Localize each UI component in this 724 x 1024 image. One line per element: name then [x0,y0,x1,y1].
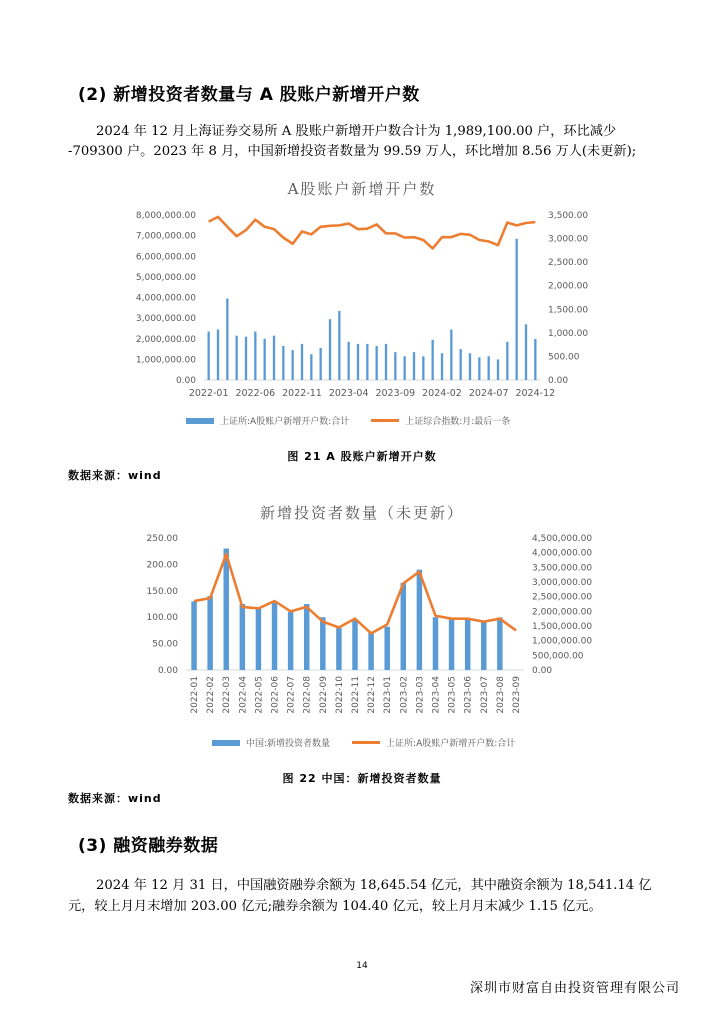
bar [226,299,228,380]
y-left-tick-label: 3,000,000.00 [135,314,196,325]
bar [497,617,502,670]
chart-2-legend-bar-label: 中国:新增投资者数量 [246,739,331,749]
bar [449,619,454,670]
y-right-tick-label: 500,000.00 [532,651,584,662]
bar [292,350,294,380]
x-tick-label: 2022-09 [318,676,329,714]
x-tick-label: 2022-05 [254,676,265,714]
bar [207,596,212,670]
bar [413,352,415,380]
x-tick-label: 2022-01 [188,388,229,399]
bar [404,356,406,380]
section-2-paragraph-line-2: -709300 户。2023 年 8 月，中国新增投资者数量为 99.59 万人，环比增加 8.56 万人(未更新); [68,144,637,159]
chart-1-legend-bar-swatch [186,418,214,424]
bar [506,342,508,380]
y-right-tick-label: 2,000.00 [548,281,589,292]
bar [366,344,368,380]
series-line [209,217,536,249]
chart-2-plot [0,528,724,728]
y-left-tick-label: 250.00 [146,534,178,544]
bar [368,632,373,670]
x-tick-label: 2022-07 [286,676,297,714]
bar [304,604,309,670]
bar [525,324,527,380]
bar [329,319,331,380]
bar [385,344,387,380]
y-right-tick-label: 0.00 [532,666,553,676]
x-tick-label: 2022-02 [206,676,217,714]
figure-22-source: 数据来源：wind [68,792,162,805]
bar [301,344,303,380]
y-left-tick-label: 200.00 [146,560,178,571]
chart-1-legend-line-label: 上证综合指数:月:最后一条 [405,417,511,427]
x-tick-label: 2022-12 [367,676,378,714]
x-tick-label: 2024-12 [515,388,556,399]
bar [384,627,389,670]
y-right-tick-label: 2,500.00 [548,258,589,269]
y-left-tick-label: 1,000,000.00 [135,355,196,366]
y-right-tick-label: 3,500.00 [548,211,589,221]
y-right-tick-label: 1,500.00 [548,305,589,316]
y-left-tick-label: 100.00 [146,613,178,624]
x-tick-label: 2024-07 [468,388,509,399]
bar [352,620,357,670]
y-right-tick-label: 3,000,000.00 [532,578,593,588]
bar [450,329,452,380]
bar [310,354,312,380]
bar [534,339,536,380]
bar [481,622,486,670]
x-tick-label: 2023-04 [328,388,369,399]
bar [320,348,322,380]
y-right-tick-label: 1,000,000.00 [532,636,593,647]
chart-2-legend-line-label: 上证所:A股账户新增开户数:合计 [386,739,516,749]
chart-2-legend [212,736,515,749]
bar [465,618,470,670]
bar [497,359,499,380]
page-number: 14 [356,961,368,971]
y-left-tick-label: 5,000,000.00 [135,272,196,283]
x-tick-label: 2023-09 [511,676,522,714]
y-right-tick-label: 2,500,000.00 [532,592,593,603]
bar [417,570,422,670]
y-right-tick-label: 3,500,000.00 [532,563,593,574]
bar [338,311,340,380]
chart-1-legend-bar-label: 上证所:A股账户新增开户数:合计 [220,417,350,427]
section-2-paragraph-line-1: 2024 年 12 月上海证券交易所 A 股账户新增开户数合计为 1,989,100.00 户，环比减少 [96,124,617,139]
chart-1-plot [0,200,724,405]
x-tick-label: 2022-10 [334,676,345,714]
y-right-tick-label: 1,500,000.00 [532,622,593,632]
x-tick-label: 2022-06 [235,388,276,399]
chart-2-title: 新增投资者数量（未更新） [259,504,464,522]
bar [254,332,256,380]
section-3-paragraph-line-2: 元，较上月月末增加 203.00 亿元;融券余额为 104.40 亿元，较上月月末减少 1.15 亿元。 [68,899,602,914]
bar [236,336,238,380]
chart-1-legend [186,414,510,427]
x-tick-label: 2022-11 [351,676,361,714]
y-left-tick-label: 0.00 [157,666,178,676]
bar [217,329,219,380]
figure-22-caption: 图 22 中国：新增投资者数量 [282,772,442,785]
y-right-tick-label: 4,000,000.00 [532,548,593,559]
figure-21-caption: 图 21 A 股账户新增开户数 [287,450,437,463]
chart-1-title: A股账户新增开户数 [287,180,437,198]
x-tick-label: 2023-05 [447,676,458,714]
x-tick-label: 2023-01 [383,676,394,714]
y-right-tick-label: 3,000.00 [548,234,589,245]
x-tick-label: 2022-01 [190,676,201,714]
figure-21-source: 数据来源：wind [68,469,162,482]
y-right-tick-label: 1,000.00 [548,328,589,339]
x-tick-label: 2023-03 [415,676,426,714]
section-2-heading: (2) 新增投资者数量与 A 股账户新增开户数 [78,85,420,105]
bar [208,332,210,380]
bar [469,353,471,380]
bar [224,549,229,670]
bar [240,604,245,670]
x-tick-label: 2023-02 [399,676,410,714]
bar [422,356,424,380]
x-tick-label: 2023-09 [375,388,416,399]
y-right-tick-label: 0.00 [548,376,569,386]
y-right-tick-label: 2,000,000.00 [532,607,593,618]
x-tick-label: 2022-06 [270,676,281,714]
bar [282,346,284,380]
y-left-tick-label: 2,000,000.00 [135,334,196,345]
bar [264,339,266,380]
x-tick-label: 2023-04 [431,676,442,714]
footer-company-name: 深圳市财富自由投资管理有限公司 [470,981,681,996]
x-tick-label: 2024-02 [422,388,462,399]
bar [348,342,350,380]
bar [401,583,406,670]
chart-2-legend-line-swatch [352,741,380,744]
bar [441,353,443,380]
bar [272,601,277,670]
x-tick-label: 2022-08 [302,676,313,714]
y-left-tick-label: 0.00 [175,376,196,386]
y-right-tick-label: 4,500,000.00 [532,534,593,544]
bar [433,617,438,670]
bar [394,352,396,380]
y-left-tick-label: 7,000,000.00 [135,231,196,242]
y-left-tick-label: 4,000,000.00 [135,293,196,304]
bar [288,612,293,670]
bar [357,344,359,380]
bar [336,628,341,670]
x-tick-label: 2022-03 [222,676,233,714]
bar [245,337,247,380]
x-tick-label: 2022-11 [282,388,322,399]
bar [478,357,480,380]
bar [376,346,378,380]
bar [516,239,518,380]
y-left-tick-label: 6,000,000.00 [135,252,196,263]
x-tick-label: 2023-07 [479,676,490,714]
y-left-tick-label: 150.00 [146,586,178,597]
bar [256,608,261,670]
y-left-tick-label: 8,000,000.00 [135,211,196,221]
chart-2-legend-bar-swatch [212,740,240,746]
x-tick-label: 2022-04 [238,676,249,714]
y-right-tick-label: 500.00 [548,352,580,363]
section-3-paragraph-line-1: 2024 年 12 月 31 日，中国融资融券余额为 18,645.54 亿元，其中融资余额为 18,541.14 亿 [96,878,652,893]
section-3-heading: (3) 融资融券数据 [78,836,219,856]
chart-1-legend-line-swatch [371,419,399,422]
y-left-tick-label: 50.00 [152,639,178,650]
bar [320,617,325,670]
bar [273,336,275,380]
x-tick-label: 2023-06 [463,676,474,714]
x-tick-label: 2023-08 [495,676,506,714]
bar [460,349,462,380]
bar [488,356,490,380]
bar [191,601,196,670]
bar [432,340,434,380]
